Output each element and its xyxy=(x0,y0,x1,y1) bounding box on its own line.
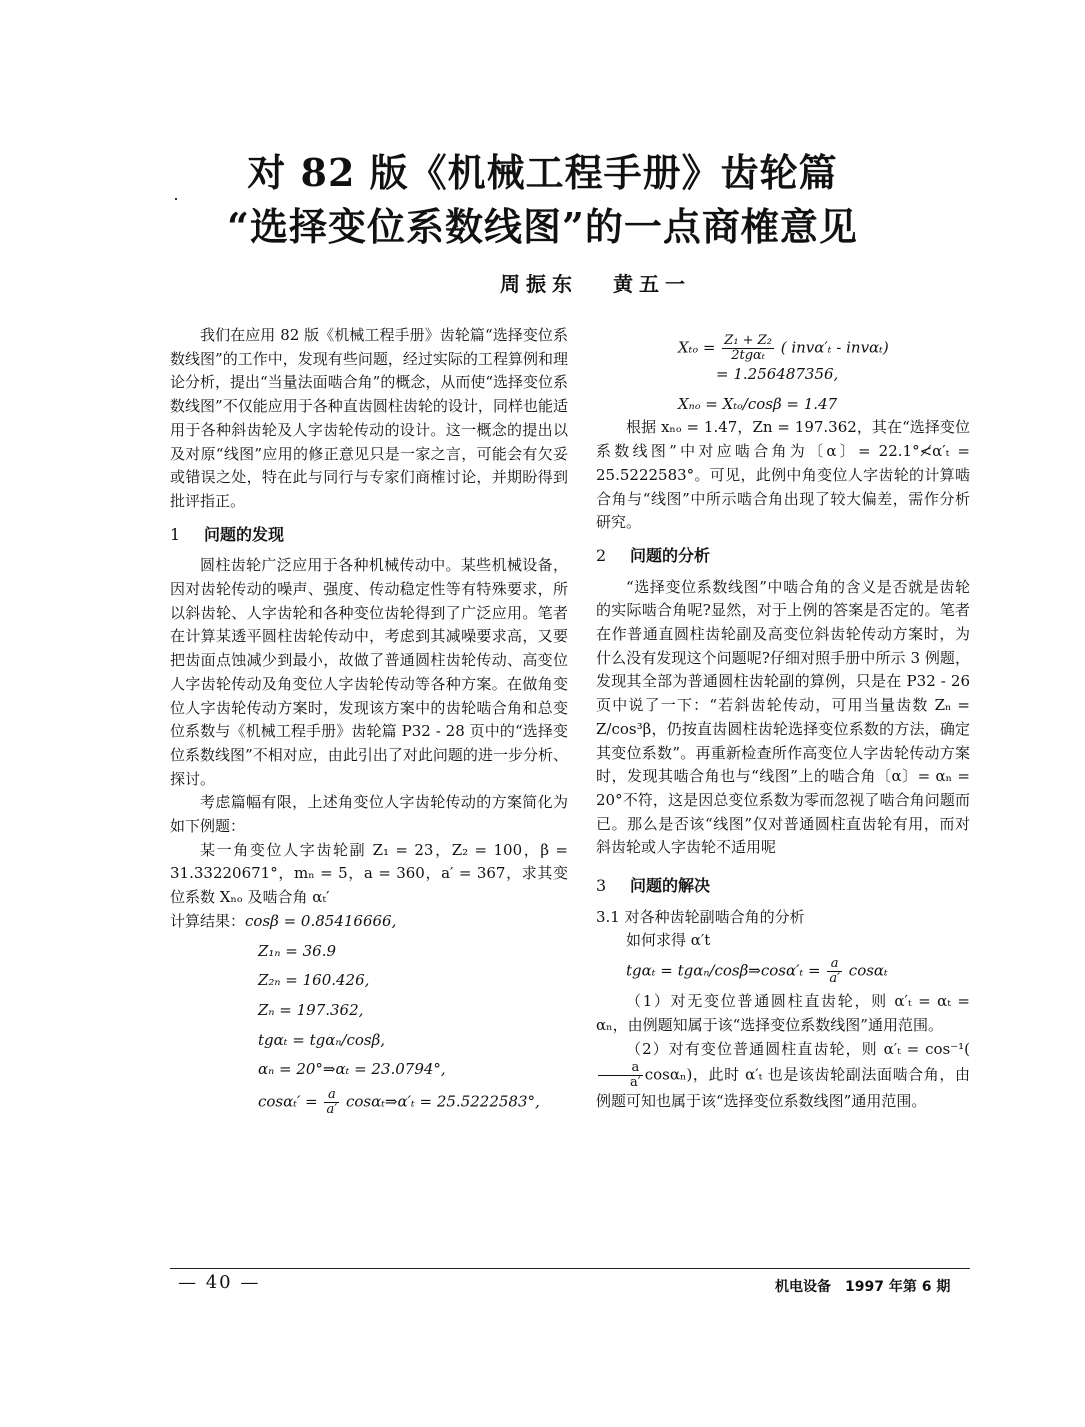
section2-paragraph: “选择变位系数线图”中啮合角的含义是否就是齿轮的实际啮合角呢?显然，对于上例的答案是否定的。笔者在作普通直圆柱齿轮副及高变位斜齿轮传动方案时，为什么没有发现这个问题呢?仔细对照手册中所示 3 例题，发现其全部为普通圆柱齿轮副的算例，只是在 P32 - 26 页中说了一下：“若斜齿轮传动，可用当量齿数 Zₙ = Z/cos³β，仍按直齿圆柱齿轮选择变位系数的方法，确定其变位系数”。再重新检查所作高变位人字齿轮传动方案时，发现其啮合角也与“线图”上的啮合角〔α〕= αₙ = 20°不符，这是因总变位系数为零而忽视了啮合角问题而已。那么是否该“线图”仅对普通圆柱直齿轮有用，而对斜齿轮或人字齿轮不适用呢 xyxy=(596,577,970,857)
page-number: — 40 — xyxy=(178,1272,261,1293)
calc-line: Z₁ₙ = 36.9 xyxy=(258,941,337,960)
section2-heading: 2 问题的分析 xyxy=(596,545,711,565)
authors xyxy=(500,268,713,297)
equation-xto: Xₜₒ = $\frac{\text{Z₁ + Z₂}}{\text{2tgαₜ}}$ ( invα′ₜ - invαₜ) xyxy=(678,333,889,363)
calc-line-fraction: cosαₜ′ = $\frac{a}{a'}$ cosαₜ⇒α′ₜ = 25.5222583°, xyxy=(258,1087,540,1118)
section3-paragraph-1: （1）对无变位普通圆柱直齿轮，则 α′ₜ = αₜ = αₙ，由例题知属于该“选择变位系数线图”通用范围。 xyxy=(596,992,970,1034)
fraction: $\frac{a}{a'}$ xyxy=(598,1061,643,1090)
author-2: 黄五一 xyxy=(612,272,691,296)
section3-heading: 3 问题的解决 xyxy=(596,876,711,896)
section3-paragraph-2: （2）对有变位普通圆柱直齿轮，则 α′ₜ = cos⁻¹( $\frac{a}{a'}$ cosαₙ)，此时 α′ₜ 也是该齿轮副法面啮合角，由例题可知也属于该“选择变位系数线图”通用范围。 xyxy=(596,1039,970,1111)
subsection-3-1-line: 如何求得 α′t xyxy=(626,931,711,950)
subsection-3-1: 3.1 对各种齿轮副啮合角的分析 xyxy=(596,907,805,926)
author-1: 周振东 xyxy=(500,272,578,296)
fraction: $\frac{\text{Z₁ + Z₂}}{\text{2tgαₜ}}$ xyxy=(724,333,772,363)
left-column xyxy=(170,324,568,1117)
footer-rule xyxy=(170,1268,970,1269)
calc-line: Z₂ₙ = 160.426, xyxy=(258,971,370,990)
journal-info: 机电设备 1997 年第 6 期 xyxy=(775,1279,951,1295)
section1-paragraph-2: 考虑篇幅有限，上述角变位人字齿轮传动的方案简化为如下例题： xyxy=(170,793,568,836)
example-statement: 某一角变位人字齿轮副 Z₁ = 23，Z₂ = 100，β = 31.33220671°，mₙ = 5，a = 360，a′ = 367，求其变位系数 Xₙₒ 及啮合角 αₜ′ xyxy=(170,840,568,907)
right-column xyxy=(596,334,970,1114)
abstract-paragraph: 我们在应用 82 版《机械工程手册》齿轮篇“选择变位系数线图”的工作中，发现有些问题，经过实际的工程算例和理论分析，提出“当量法面啮合角”的概念，从而使“选择变位系数线图”不仅能应用于各种直齿圆柱齿轮的设计，同样也能适用于各种斜齿轮及人字齿轮传动的设计。这一概念的提出以及对原“线图”应用的修正意见只是一家之言，可能会有欠妥或错误之处，特在此与同行与专家们商榷讨论，并期盼得到批评指正。 xyxy=(170,326,569,510)
fraction: $\frac{a}{a'}$ xyxy=(326,1087,338,1118)
right-paragraph-1: 根据 xₙₒ = 1.47，Zn = 197.362，其在“选择变位系数线图”中对应啮合角为〔α〕= 22.1°≮α′ₜ = 25.5222583°。可见，此例中角变位人字齿轮的计算啮合角与“线图”中所示啮合角出现了较大偏差，需作分析研究。 xyxy=(596,418,970,532)
equation-cos-alpha: tgαₜ = tgαₙ/cosβ⇒cosα′ₜ = $\frac{a}{a'}$ cosαₜ xyxy=(626,956,888,987)
article-title-line1: 对 82 版《机械工程手册》齿轮篇 xyxy=(247,150,838,195)
calc-line: Zₙ = 197.362, xyxy=(258,1000,364,1019)
calc-result-line: 计算结果：cosβ = 0.85416666, xyxy=(170,911,397,930)
equation-value: = 1.256487356, xyxy=(716,365,839,383)
calc-line: αₙ = 20°⇒αₜ = 23.0794°, xyxy=(258,1060,446,1079)
equation-xno: Xₙₒ = Xₜₒ/cosβ = 1.47 xyxy=(678,394,838,413)
article-title-line2: “选择变位系数线图”的一点商榷意见 xyxy=(227,204,858,249)
calc-line: tgαₜ = tgαₙ/cosβ, xyxy=(258,1030,386,1049)
fraction: $\frac{a}{a'}$ xyxy=(829,956,841,987)
section1-heading: 1 问题的发现 xyxy=(170,524,285,544)
section1-paragraph-1: 圆柱齿轮广泛应用于各种机械传动中。某些机械设备，因对齿轮传动的噪声、强度、传动稳定性等有特殊要求，所以斜齿轮、人字齿轮和各种变位齿轮得到了广泛应用。笔者在计算某透平圆柱齿轮传动中，考虑到其减噪要求高，又要把齿面点蚀减少到最小，故做了普通圆柱齿轮传动、高变位人字齿轮传动及角变位人字齿轮传动等各种方案。在做角变位人字齿轮传动方案时，发现该方案中的齿轮啮合角和总变位系数与《机械工程手册》齿轮篇 P32 - 28 页中的“选择变位系数线图”不相对应，由此引出了对此问题的进一步分析、探讨。 xyxy=(170,556,568,788)
